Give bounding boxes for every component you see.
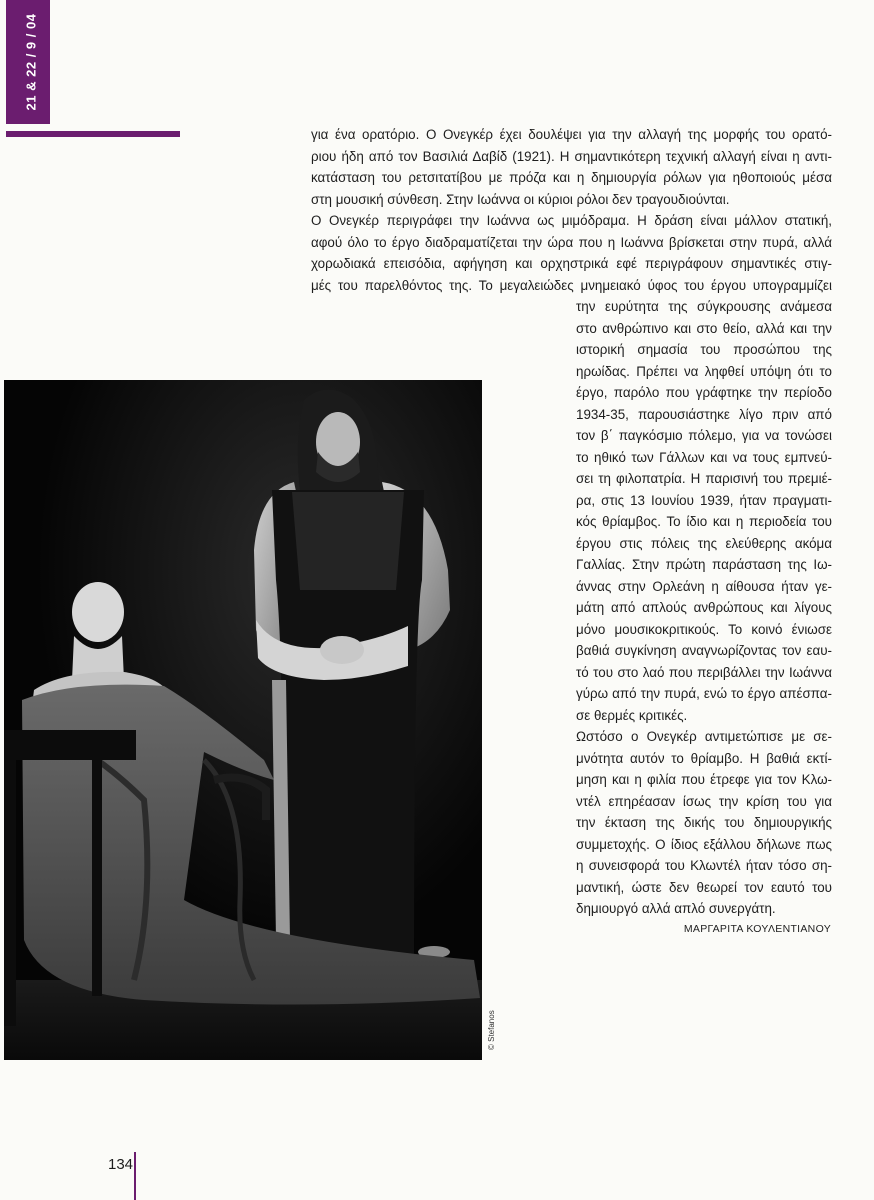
article-line: μάτη από απλούς ανθρώπους και λίγους: [576, 600, 832, 615]
article-line: το ηθικό των Γάλλων και να τους εμπνεύ-: [576, 449, 832, 465]
article-right-column: [576, 296, 832, 920]
article-line: έργου στις πόλεις της ελεύθερης ακόμα: [576, 535, 832, 551]
article-line: τό του στο λαό που περιβάλλει την Ιωάννα: [576, 664, 832, 680]
article-line: ρα, στις 13 Ιουνίου 1939, ήταν πραγματι-: [576, 492, 832, 508]
article-line: 1934-35, παρουσιάστηκε λίγο πριν από: [576, 406, 832, 422]
article-line: κατάσταση του ρετσιτατίβου με πρόζα και η δημιουργία ρόλων για ηθοποιούς μέσα: [311, 170, 832, 185]
issue-dates: 21 & 22 / 9 / 04: [23, 13, 39, 111]
article-line: την ευρύτητα της σύγκρουσης ανάμεσα: [576, 299, 832, 314]
article-top-block: [311, 124, 832, 296]
stage-photo: [4, 380, 482, 1060]
footer-rule: [134, 1152, 136, 1200]
article-line: δημιουργό αλλά απλό συνεργάτη.: [576, 901, 776, 916]
article-line: Ο Ονεγκέρ περιγράφει την Ιωάννα ως μιμόδραμα. Η δράση είναι μάλλον στατική,: [311, 213, 832, 228]
article-line: για ένα ορατόριο. Ο Ονεγκέρ έχει δουλέψει για την αλλαγή της μορφής του ορατό-: [311, 127, 832, 142]
article-line: ριου ήδη από τον Βασιλιά Δαβίδ (1921). Η σημαντικότερη τεχνική αλλαγή είναι η αντι-: [311, 148, 832, 164]
article-line: Ωστόσο ο Ονεγκέρ αντιμετώπισε με σε-: [576, 729, 832, 744]
article-line: χορωδιακά επεισόδια, αφήγηση και ορχηστρικά εφέ περιγράφουν σημαντικές στιγ-: [311, 256, 832, 271]
article-line: άννας στην Ορλεάνη η αίθουσα ήταν γε-: [576, 578, 832, 594]
article-line: βαθιά συγκίνηση αναγνωρίζοντας τον εαυ-: [576, 643, 832, 658]
article-line: συμμετοχής. Ο ίδιος εξάλλου δήλωνε πως: [576, 836, 832, 852]
article-line: μνότητα αυτόν το θρίαμβο. Η βαθιά εκτί-: [576, 750, 832, 766]
stage-photo-illustration: [4, 380, 482, 1060]
article-line: τον β΄ παγκόσμιο πόλεμο, για να τονώσει: [576, 428, 832, 443]
article-line: μαντική, ώστε δεν θεωρεί τον εαυτό του: [576, 879, 832, 895]
article-line: η συνεισφορά του Κλωντέλ ήταν τόσο ση-: [576, 858, 832, 873]
photo-credit: © Stefanos: [487, 1010, 496, 1050]
article-line: την έκταση της δικής του δημιουργικής: [576, 815, 832, 830]
article-line: μηση και η φιλία που έτρεφε για τον Κλω-: [576, 772, 832, 787]
header-rule: [6, 131, 180, 137]
article-line: ντέλ επηρέασαν ίσως την κρίση του για: [576, 793, 832, 809]
issue-date-tab: [6, 0, 50, 124]
article-line: στο ανθρώπινο και στο θείο, αλλά και την: [576, 320, 832, 336]
article-line: σε θερμές κριτικές.: [576, 707, 688, 723]
article-line: μόνο μουσικοκριτικούς. Το κοινό ένιωσε: [576, 621, 832, 637]
article-line: ηρωίδας. Πρέπει να ληφθεί υπόψη ότι το: [576, 363, 832, 379]
article-line: Γαλλίας. Στην πρώτη παράσταση της Ιω-: [576, 557, 832, 572]
article-line: γύρω από την πυρά, ενώ το έργο απέσπα-: [576, 686, 832, 701]
author-signature: ΜΑΡΓΑΡΙΤΑ ΚΟΥΛΕΝΤΙΑΝΟΥ: [683, 923, 831, 935]
article-line: σει τη φιλοπατρία. Η παρισινή του πρεμιέ-: [576, 471, 832, 486]
article-line: κός θρίαμβος. Το ίδιο και η περιοδεία του: [576, 514, 832, 529]
article-line: ιστορική σημασία του προσώπου της: [576, 342, 832, 357]
article-line: έργο, παρόλο που γράφτηκε την περίοδο: [576, 385, 832, 400]
article-line: στη μουσική σύνθεση. Στην Ιωάννα οι κύριοι ρόλοι δεν τραγουδιούνται.: [311, 191, 730, 207]
article-line: μές του παρελθόντος της. Το μεγαλειώδες μνημειακό ύφος του έργου υπογραμμίζει: [311, 277, 832, 293]
page-number: 134: [108, 1156, 134, 1173]
article-line: αφού όλο το έργο διαδραματίζεται την ώρα που η Ιωάννα βρίσκεται στην πυρά, αλλά: [311, 234, 832, 250]
